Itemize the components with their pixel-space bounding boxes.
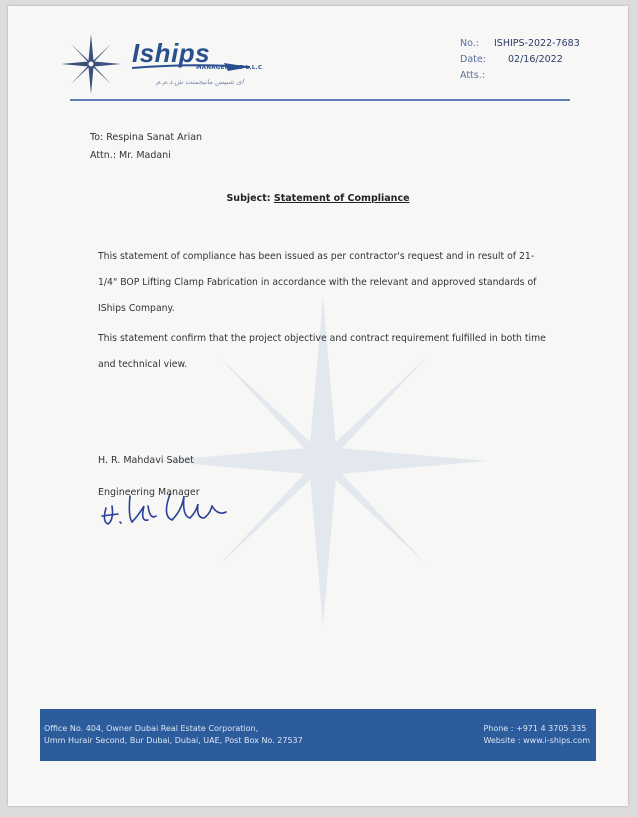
to-line: To: Respina Sanat Arian: [90, 132, 203, 143]
date-row: [460, 52, 580, 68]
addressee-block: [90, 129, 202, 165]
date-label: Date:: [460, 54, 486, 65]
header-divider: [70, 99, 570, 101]
subject-line: [8, 193, 628, 204]
company-logo: [60, 34, 280, 94]
signer-name: H. R. Mahdavi Sabet: [98, 455, 194, 466]
body-paragraph-1: This statement of compliance has been issued as per contractor's request and in result of 21-1/4" BOP Lifting Clamp Fabrication in accordance with the relevant and approved standards of IShips Company.: [98, 251, 537, 314]
number-value: ISHIPS-2022-7683: [494, 38, 580, 49]
footer-address: [44, 723, 303, 747]
footer-bar: [40, 709, 596, 761]
address-line-1: Office No. 404, Owner Dubai Real Estate Corporation,: [44, 724, 259, 733]
letter-body: [98, 244, 548, 378]
letter-page: [8, 6, 628, 806]
brand-subtitle: MANAGEMENT L.L.C: [196, 65, 263, 71]
body-paragraph-2: This statement confirm that the project objective and contract requirement fulfilled in both time and technical view.: [98, 333, 546, 370]
brand-farsi: ای شیپس مانیجمنت ش.ذ.م.م: [156, 78, 244, 86]
attachments-row: [460, 68, 580, 84]
handwritten-signature-icon: [92, 476, 242, 536]
number-label: No.:: [460, 38, 479, 49]
address-line-2: Umm Hurair Second, Bur Dubai, Dubai, UAE, Post Box No. 27537: [44, 736, 303, 745]
footer-website[interactable]: Website : www.i-ships.com: [483, 736, 590, 745]
signer-title: Engineering Manager: [98, 487, 200, 498]
subject-text: Statement of Compliance: [273, 193, 410, 204]
brand-name: Iships: [132, 38, 211, 68]
footer-contact: [483, 723, 590, 747]
footer-phone: Phone : +971 4 3705 335: [483, 724, 587, 733]
reference-block: [460, 36, 580, 84]
reference-number-row: [460, 36, 580, 52]
attn-line: Attn.: Mr. Madani: [90, 150, 171, 161]
subject-label: Subject:: [226, 193, 271, 204]
date-value: 02/16/2022: [508, 54, 563, 65]
atts-label: Atts.:: [460, 70, 485, 81]
compass-star-icon: [60, 34, 122, 94]
